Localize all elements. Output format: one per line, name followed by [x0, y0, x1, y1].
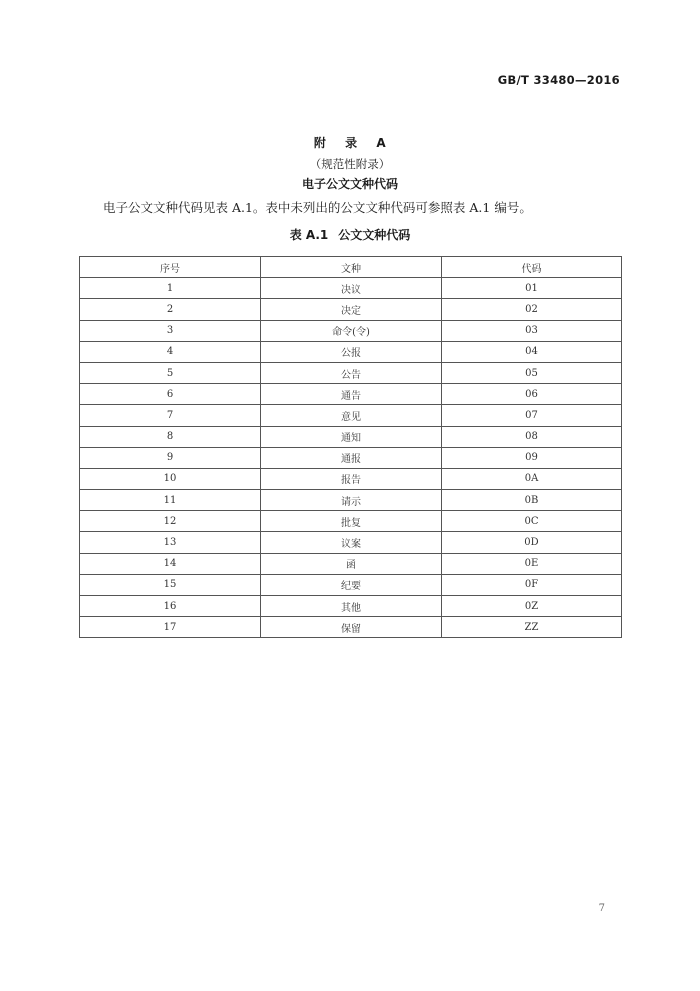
header-serial: 序号: [80, 257, 261, 278]
cell-code: 05: [442, 362, 622, 383]
table-row: [80, 405, 622, 426]
table-row: [80, 299, 622, 320]
table-row: [80, 553, 622, 574]
cell-code: 03: [442, 320, 622, 341]
cell-serial: 16: [80, 596, 261, 617]
table-row: [80, 447, 622, 468]
page-number: 7: [598, 903, 605, 914]
intro-paragraph: 电子公文文种代码见表 A.1。表中未列出的公文文种代码可参照表 A.1 编号。: [103, 200, 532, 215]
cell-document-type: 函: [261, 553, 442, 574]
cell-serial: 1: [80, 278, 261, 299]
annex-heading: [0, 134, 700, 193]
cell-serial: 7: [80, 405, 261, 426]
table-row: [80, 574, 622, 595]
cell-document-type: 决议: [261, 278, 442, 299]
cell-code: 02: [442, 299, 622, 320]
cell-document-type: 议案: [261, 532, 442, 553]
table-row: [80, 490, 622, 511]
cell-document-type: 命令(令): [261, 320, 442, 341]
cell-code: 07: [442, 405, 622, 426]
cell-document-type: 公报: [261, 341, 442, 362]
cell-document-type: 纪要: [261, 574, 442, 595]
cell-serial: 4: [80, 341, 261, 362]
cell-serial: 17: [80, 617, 261, 638]
table-row: [80, 341, 622, 362]
cell-code: ZZ: [442, 617, 622, 638]
table-row: [80, 617, 622, 638]
annex-title-part: 录: [345, 136, 358, 150]
cell-document-type: 其他: [261, 596, 442, 617]
cell-document-type: 批复: [261, 511, 442, 532]
cell-document-type: 决定: [261, 299, 442, 320]
table-caption-number: 表 A.1: [289, 228, 329, 242]
table-row: [80, 468, 622, 489]
document-code: GB/T 33480—2016: [497, 73, 620, 87]
table-body: [80, 278, 622, 638]
cell-serial: 14: [80, 553, 261, 574]
cell-code: 0A: [442, 468, 622, 489]
cell-code: 06: [442, 384, 622, 405]
annex-type: （规范性附录）: [309, 157, 391, 171]
table-caption: [0, 226, 700, 243]
cell-code: 0C: [442, 511, 622, 532]
cell-serial: 8: [80, 426, 261, 447]
document-type-code-table: [79, 256, 622, 638]
annex-title-part: 附: [313, 136, 327, 150]
cell-code: 09: [442, 447, 622, 468]
table-row: [80, 278, 622, 299]
cell-document-type: 通告: [261, 384, 442, 405]
annex-title: [0, 134, 700, 152]
cell-document-type: 公告: [261, 362, 442, 383]
table-row: [80, 511, 622, 532]
header-code: 代码: [442, 257, 622, 278]
annex-title-part: A: [376, 136, 387, 150]
cell-serial: 13: [80, 532, 261, 553]
cell-serial: 3: [80, 320, 261, 341]
cell-serial: 11: [80, 490, 261, 511]
header-document-type: 文种: [261, 257, 442, 278]
cell-serial: 12: [80, 511, 261, 532]
cell-code: 0B: [442, 490, 622, 511]
cell-serial: 2: [80, 299, 261, 320]
table-row: [80, 320, 622, 341]
cell-code: 0D: [442, 532, 622, 553]
table-caption-title: 公文文种代码: [338, 228, 411, 242]
cell-code: 04: [442, 341, 622, 362]
cell-code: 0Z: [442, 596, 622, 617]
cell-code: 0E: [442, 553, 622, 574]
cell-document-type: 通知: [261, 426, 442, 447]
cell-document-type: 请示: [261, 490, 442, 511]
table-header-row: [80, 257, 622, 278]
cell-serial: 10: [80, 468, 261, 489]
table-row: [80, 362, 622, 383]
table-row: [80, 596, 622, 617]
cell-document-type: 报告: [261, 468, 442, 489]
table-row: [80, 426, 622, 447]
cell-serial: 5: [80, 362, 261, 383]
table-row: [80, 384, 622, 405]
cell-serial: 15: [80, 574, 261, 595]
table-row: [80, 532, 622, 553]
cell-serial: 6: [80, 384, 261, 405]
cell-document-type: 通报: [261, 447, 442, 468]
annex-name: 电子公文文种代码: [301, 177, 398, 191]
cell-document-type: 意见: [261, 405, 442, 426]
cell-serial: 9: [80, 447, 261, 468]
cell-document-type: 保留: [261, 617, 442, 638]
cell-code: 0F: [442, 574, 622, 595]
cell-code: 08: [442, 426, 622, 447]
cell-code: 01: [442, 278, 622, 299]
